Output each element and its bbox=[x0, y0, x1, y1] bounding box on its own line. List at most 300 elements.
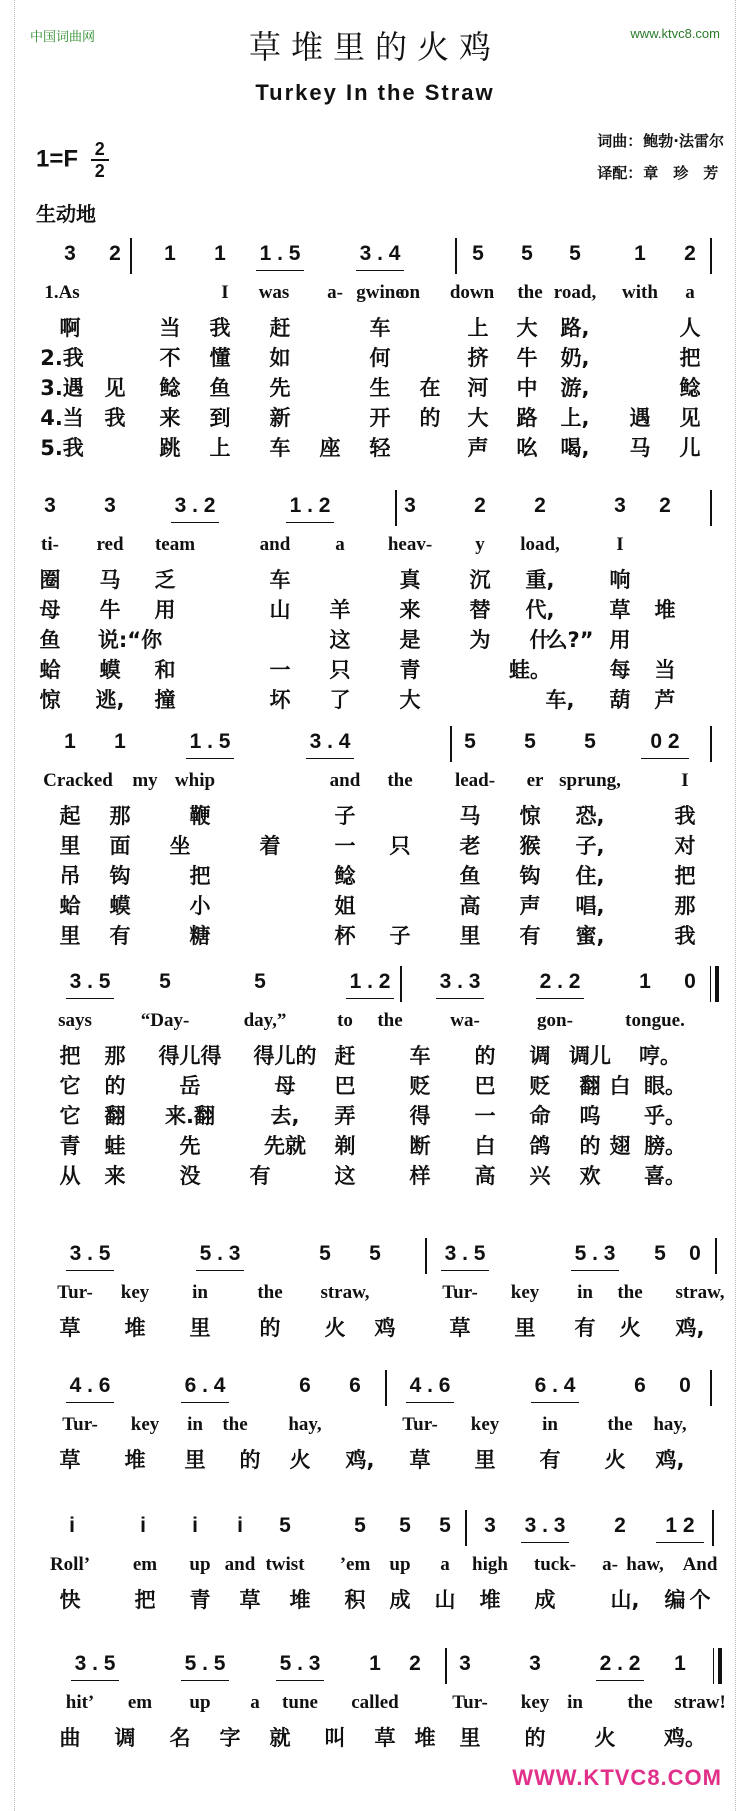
lyric-syllable: I bbox=[221, 282, 229, 303]
lyric-syllable: 鸡, bbox=[655, 1448, 685, 1472]
lyric-syllable: 乎。 bbox=[644, 1104, 686, 1128]
lyric-line bbox=[0, 432, 750, 462]
lyric-syllable: 堆 bbox=[124, 1448, 146, 1472]
note: 3 bbox=[459, 1652, 471, 1675]
watermark-left: 中国词曲网 bbox=[30, 30, 96, 45]
lyric-line bbox=[0, 1010, 750, 1040]
note: 0 bbox=[689, 1242, 701, 1265]
note: 1 bbox=[369, 1652, 381, 1675]
lyric-line bbox=[0, 1282, 750, 1312]
lyric-syllable: 的 bbox=[239, 1448, 261, 1472]
lyric-syllable: 鲶 bbox=[159, 376, 181, 400]
note: 3 . 5 bbox=[74, 1652, 116, 1675]
lyric-syllable: 的 bbox=[524, 1726, 546, 1750]
beam-underline bbox=[441, 1270, 489, 1271]
note: i bbox=[192, 1514, 198, 1537]
lyric-syllable: 白 bbox=[609, 1074, 631, 1098]
lyric-syllable: 鱼 bbox=[459, 864, 481, 888]
lyric-syllable: 替 bbox=[469, 598, 491, 622]
note: 5 bbox=[369, 1242, 381, 1265]
lyric-syllable: em bbox=[127, 1692, 153, 1713]
lyric-syllable: I bbox=[681, 770, 689, 791]
lyric-syllable: 那 bbox=[674, 894, 696, 918]
lyric-syllable: sprung, bbox=[559, 770, 621, 791]
lyric-syllable: 乏 bbox=[154, 568, 176, 592]
lyric-syllable: 翻 bbox=[579, 1074, 601, 1098]
lyric-syllable: 高 bbox=[474, 1164, 496, 1188]
lyric-syllable: 剃 bbox=[334, 1134, 356, 1158]
note: 3 bbox=[104, 494, 116, 517]
lyric-syllable: the bbox=[627, 1692, 653, 1713]
lyric-syllable: and bbox=[224, 1554, 256, 1575]
note: 3 . 2 bbox=[174, 494, 216, 517]
note: 4 . 6 bbox=[69, 1374, 111, 1397]
beam-underline bbox=[286, 522, 334, 523]
lyric-syllable: in bbox=[192, 1282, 208, 1303]
lyric-syllable: 当 bbox=[159, 316, 181, 340]
note: 5 bbox=[654, 1242, 666, 1265]
lyric-syllable: 上 bbox=[209, 436, 231, 460]
lyric-syllable: 里 bbox=[459, 924, 481, 948]
barline bbox=[710, 726, 712, 762]
lyric-syllable: 的 bbox=[579, 1134, 601, 1158]
note: 2 bbox=[109, 242, 121, 265]
lyric-syllable: 蛙 bbox=[104, 1134, 126, 1158]
lyric-line bbox=[0, 1312, 750, 1342]
time-signature bbox=[91, 140, 109, 180]
lyric-syllable: 草 bbox=[239, 1588, 261, 1612]
lyric-syllable: 青 bbox=[59, 1134, 81, 1158]
lyric-syllable: a bbox=[335, 534, 345, 555]
lyric-syllable: 钩 bbox=[519, 864, 541, 888]
lyric-syllable: a bbox=[685, 282, 695, 303]
watermark-right: www.ktvc8.com bbox=[630, 26, 720, 41]
lyric-syllable: 里 bbox=[59, 924, 81, 948]
barline bbox=[712, 1510, 714, 1546]
lyric-syllable: to bbox=[337, 1010, 353, 1031]
lyric-syllable: 挤 bbox=[467, 346, 489, 370]
lyric-syllable: 小 bbox=[189, 894, 211, 918]
lyric-syllable: 撞 bbox=[154, 688, 176, 712]
credit-label: 译配： bbox=[597, 164, 643, 182]
notation-row bbox=[0, 1510, 750, 1546]
lyric-syllable: 坐 bbox=[169, 834, 191, 858]
lyric-syllable: a bbox=[440, 1554, 450, 1575]
barline bbox=[425, 1238, 427, 1274]
lyric-line bbox=[0, 594, 750, 624]
lyric-syllable: 用 bbox=[609, 628, 631, 652]
note: 2 bbox=[684, 242, 696, 265]
note: i bbox=[69, 1514, 75, 1537]
note: i bbox=[237, 1514, 243, 1537]
lyric-syllable: 来.翻 bbox=[165, 1104, 215, 1128]
lyric-syllable: 马 bbox=[99, 568, 121, 592]
lyric-syllable: 对 bbox=[674, 834, 696, 858]
lyric-syllable: 蜜, bbox=[575, 924, 605, 948]
barline bbox=[445, 1648, 447, 1684]
note: 1 bbox=[64, 730, 76, 753]
lyric-syllable: 每 bbox=[609, 658, 631, 682]
lyric-line bbox=[0, 800, 750, 830]
lyric-syllable: ’em bbox=[339, 1554, 371, 1575]
lyric-syllable: em bbox=[132, 1554, 158, 1575]
lyric-syllable: 我 bbox=[674, 804, 696, 828]
lyric-syllable: 什 bbox=[529, 628, 551, 652]
lyric-syllable: the bbox=[257, 1282, 283, 1303]
beam-underline bbox=[641, 758, 689, 759]
lyric-syllable: 把 bbox=[679, 346, 701, 370]
lyric-syllable: 欢 bbox=[579, 1164, 601, 1188]
lyric-syllable: 的 bbox=[474, 1044, 496, 1068]
lyric-syllable: 堆 bbox=[479, 1588, 501, 1612]
lyric-syllable: 母 bbox=[274, 1074, 296, 1098]
lyric-syllable: 牛 bbox=[516, 346, 538, 370]
lyric-syllable: straw, bbox=[675, 1282, 725, 1303]
lyric-syllable: 里 bbox=[474, 1448, 496, 1472]
beam-underline bbox=[656, 1542, 704, 1543]
lyric-syllable: 火 bbox=[619, 1316, 641, 1340]
lyric-syllable: 从 bbox=[59, 1164, 81, 1188]
beam-underline bbox=[536, 998, 584, 999]
note: 3 bbox=[404, 494, 416, 517]
lyric-syllable: 青 bbox=[189, 1588, 211, 1612]
note: 3 . 3 bbox=[439, 970, 481, 993]
lyric-syllable: 鸡, bbox=[345, 1448, 375, 1472]
note: 5 bbox=[319, 1242, 331, 1265]
lyric-syllable: 车 bbox=[409, 1044, 431, 1068]
beam-underline bbox=[181, 1680, 229, 1681]
note: 2 bbox=[659, 494, 671, 517]
lyric-syllable: 车 bbox=[269, 568, 291, 592]
lyric-syllable: 喝, bbox=[560, 436, 590, 460]
lyric-syllable: 就 bbox=[269, 1726, 291, 1750]
note: 1 bbox=[214, 242, 226, 265]
barline bbox=[385, 1370, 387, 1406]
beam-underline bbox=[346, 998, 394, 999]
note: 5 bbox=[354, 1514, 366, 1537]
key-signature bbox=[36, 140, 109, 180]
lyric-syllable: And bbox=[682, 1554, 718, 1575]
lyric-syllable: 声 bbox=[467, 436, 489, 460]
note: 3 bbox=[64, 242, 76, 265]
lyric-line bbox=[0, 1100, 750, 1130]
lyric-syllable: 它 bbox=[59, 1104, 81, 1128]
lyric-syllable: the bbox=[387, 770, 413, 791]
note: 3 . 4 bbox=[359, 242, 401, 265]
lyric-syllable: 鸡 bbox=[374, 1316, 396, 1340]
barline bbox=[710, 1370, 712, 1406]
barline bbox=[710, 490, 712, 526]
lyric-syllable: 说:“你 bbox=[97, 628, 163, 652]
lyric-syllable: 堆 bbox=[289, 1588, 311, 1612]
barline bbox=[395, 490, 397, 526]
lyric-syllable: 一 bbox=[474, 1104, 496, 1128]
lyric-syllable: 名 bbox=[169, 1726, 191, 1750]
note: 5 bbox=[472, 242, 484, 265]
barline bbox=[130, 238, 132, 274]
lyric-syllable: haw, bbox=[626, 1554, 664, 1575]
lyric-syllable: 有 bbox=[249, 1164, 271, 1188]
note: 1 2 bbox=[665, 1514, 695, 1537]
lyric-syllable: 积 bbox=[344, 1588, 366, 1612]
lyric-syllable: 喜。 bbox=[644, 1164, 686, 1188]
lyric-syllable: 钩 bbox=[109, 864, 131, 888]
lyric-syllable: 成 bbox=[534, 1588, 556, 1612]
lyric-syllable: and bbox=[259, 534, 291, 555]
lyric-syllable: the bbox=[222, 1414, 248, 1435]
notation-row bbox=[0, 490, 750, 526]
note: 1 bbox=[639, 970, 651, 993]
lyric-line bbox=[0, 1554, 750, 1584]
lyric-syllable: key bbox=[510, 1282, 540, 1303]
lyric-syllable: gon- bbox=[537, 1010, 573, 1031]
lyric-syllable: 鱼 bbox=[209, 376, 231, 400]
lyric-syllable: 4.当 bbox=[40, 406, 84, 430]
lyric-syllable: y bbox=[475, 534, 485, 555]
lyric-syllable: ti- bbox=[41, 534, 59, 555]
note: 5 bbox=[254, 970, 266, 993]
note: 5 . 3 bbox=[199, 1242, 241, 1265]
lyric-syllable: key bbox=[130, 1414, 160, 1435]
lyric-syllable: 老 bbox=[459, 834, 481, 858]
lyric-syllable: 啊 bbox=[59, 316, 81, 340]
lyric-syllable: 唱, bbox=[575, 894, 605, 918]
note: 1 . 2 bbox=[349, 970, 391, 993]
note: 2 bbox=[614, 1514, 626, 1537]
note: 4 . 6 bbox=[409, 1374, 451, 1397]
lyric-syllable: 断 bbox=[409, 1134, 431, 1158]
lyric-syllable: 里 bbox=[189, 1316, 211, 1340]
lyric-syllable: 见 bbox=[104, 376, 126, 400]
lyric-syllable: 儿 bbox=[679, 436, 701, 460]
lyric-syllable: 车 bbox=[369, 316, 391, 340]
lyric-syllable: 里 bbox=[184, 1448, 206, 1472]
lyric-syllable: 兴 bbox=[529, 1164, 551, 1188]
lyric-syllable: the bbox=[517, 282, 543, 303]
lyric-syllable: 膀。 bbox=[644, 1134, 686, 1158]
note: 6 bbox=[299, 1374, 311, 1397]
lyric-syllable: 如 bbox=[269, 346, 291, 370]
beam-underline bbox=[571, 1270, 619, 1271]
lyric-syllable: 贬 bbox=[529, 1074, 551, 1098]
lyric-syllable: 草 bbox=[449, 1316, 471, 1340]
beam-underline bbox=[171, 522, 219, 523]
lyric-syllable: a- bbox=[327, 282, 343, 303]
note: 6 . 4 bbox=[534, 1374, 576, 1397]
lyric-syllable: hit’ bbox=[65, 1692, 95, 1713]
lyric-syllable: 山 bbox=[269, 598, 291, 622]
lyric-syllable: 把 bbox=[674, 864, 696, 888]
lyric-syllable: 葫 bbox=[609, 688, 631, 712]
beam-underline bbox=[436, 998, 484, 999]
lyric-syllable: 鸽 bbox=[529, 1134, 551, 1158]
note: 3 . 5 bbox=[69, 1242, 111, 1265]
lyric-syllable: “Day- bbox=[140, 1010, 190, 1031]
lyric-syllable: 见 bbox=[679, 406, 701, 430]
lyric-syllable: 当 bbox=[654, 658, 676, 682]
note: 0 bbox=[679, 1374, 691, 1397]
lyric-syllable: 字 bbox=[219, 1726, 241, 1750]
lyric-syllable: gwine bbox=[356, 282, 404, 303]
lyric-syllable: 我 bbox=[209, 316, 231, 340]
lyric-syllable: 鲶 bbox=[679, 376, 701, 400]
note: 5 bbox=[159, 970, 171, 993]
note: 3 . 5 bbox=[444, 1242, 486, 1265]
lyric-syllable: 起 bbox=[59, 804, 81, 828]
meter-bottom: 2 bbox=[94, 161, 105, 181]
lyric-line bbox=[0, 654, 750, 684]
lyric-syllable: 坏 bbox=[269, 688, 291, 712]
lyric-syllable: 翻 bbox=[104, 1104, 126, 1128]
lyric-syllable: 高 bbox=[459, 894, 481, 918]
lyric-syllable: 5.我 bbox=[40, 436, 84, 460]
lyric-syllable: road, bbox=[553, 282, 597, 303]
lyric-syllable: 大 bbox=[467, 406, 489, 430]
note: 5 bbox=[399, 1514, 411, 1537]
lyric-syllable: whip bbox=[174, 770, 216, 791]
tempo-marking: 生动地 bbox=[36, 202, 96, 226]
lyric-syllable: 牛 bbox=[99, 598, 121, 622]
lyric-syllable: 的 bbox=[259, 1316, 281, 1340]
lyric-syllable: 编 bbox=[664, 1588, 686, 1612]
lyric-syllable: 开 bbox=[369, 406, 391, 430]
credits bbox=[597, 125, 724, 189]
note: 5 bbox=[464, 730, 476, 753]
note: 1 . 5 bbox=[189, 730, 231, 753]
lyric-syllable: 草 bbox=[374, 1726, 396, 1750]
lyric-syllable: 岳 bbox=[179, 1074, 201, 1098]
lyric-line bbox=[0, 830, 750, 860]
beam-underline bbox=[181, 1402, 229, 1403]
lyric-syllable: 吆 bbox=[516, 436, 538, 460]
credit-value: 鲍勃·法雷尔 bbox=[643, 132, 724, 150]
meter-top: 2 bbox=[94, 139, 105, 159]
lyric-syllable: 翅 bbox=[609, 1134, 631, 1158]
lyric-syllable: 杯 bbox=[334, 924, 356, 948]
lyric-syllable: 是 bbox=[399, 628, 421, 652]
lyric-syllable: I bbox=[616, 534, 624, 555]
lyric-syllable: Roll’ bbox=[49, 1554, 91, 1575]
lyric-syllable: 子, bbox=[575, 834, 605, 858]
lyric-syllable: 先 bbox=[269, 376, 291, 400]
lyric-syllable: 我 bbox=[674, 924, 696, 948]
lyric-line bbox=[0, 770, 750, 800]
lyric-syllable: 那 bbox=[104, 1044, 126, 1068]
lyric-syllable: 哼。 bbox=[639, 1044, 681, 1068]
lyric-syllable: 大 bbox=[516, 316, 538, 340]
lyric-syllable: 座 bbox=[319, 436, 341, 460]
lyric-syllable: 着 bbox=[259, 834, 281, 858]
lyric-line bbox=[0, 1070, 750, 1100]
credit-value: 章 珍 芳 bbox=[643, 164, 719, 182]
lyric-syllable: 火 bbox=[289, 1448, 311, 1472]
beam-underline bbox=[66, 998, 114, 999]
lyric-syllable: 蛙。 bbox=[509, 658, 551, 682]
lyric-syllable: 轻 bbox=[369, 436, 391, 460]
lyric-syllable: 这 bbox=[329, 628, 351, 652]
beam-underline bbox=[356, 270, 404, 271]
note: 5 bbox=[521, 242, 533, 265]
note: 6 bbox=[634, 1374, 646, 1397]
lyric-line bbox=[0, 1160, 750, 1190]
beam-underline bbox=[186, 758, 234, 759]
lyric-syllable: 它 bbox=[59, 1074, 81, 1098]
note: 5 bbox=[569, 242, 581, 265]
beam-underline bbox=[71, 1680, 119, 1681]
lyric-syllable: Tur- bbox=[57, 1282, 93, 1303]
lyric-line bbox=[0, 1692, 750, 1722]
lyric-syllable: key bbox=[120, 1282, 150, 1303]
lyric-line bbox=[0, 890, 750, 920]
lyric-syllable: 里 bbox=[459, 1726, 481, 1750]
lyric-line bbox=[0, 1444, 750, 1474]
lyric-syllable: er bbox=[526, 770, 544, 791]
lyric-syllable: 何 bbox=[369, 346, 391, 370]
lyric-syllable: 只 bbox=[329, 658, 351, 682]
lyric-syllable: 人 bbox=[679, 316, 701, 340]
lyric-syllable: in bbox=[542, 1414, 558, 1435]
lyric-syllable: hay, bbox=[288, 1414, 322, 1435]
lyric-syllable: 声 bbox=[519, 894, 541, 918]
lyric-syllable: 得儿的 bbox=[253, 1044, 317, 1068]
note: 2 bbox=[534, 494, 546, 517]
lyric-syllable: 到 bbox=[209, 406, 231, 430]
lyric-syllable: 面 bbox=[109, 834, 131, 858]
lyric-syllable: up bbox=[389, 1554, 411, 1575]
lyric-line bbox=[0, 564, 750, 594]
lyric-syllable: 蟆 bbox=[109, 894, 131, 918]
lyric-syllable: 了 bbox=[329, 688, 351, 712]
beam-underline bbox=[531, 1402, 579, 1403]
lyric-line bbox=[0, 1722, 750, 1752]
lyric-line bbox=[0, 372, 750, 402]
lyric-syllable: 鱼 bbox=[39, 628, 61, 652]
lyric-syllable: on bbox=[399, 282, 421, 303]
notation-row bbox=[0, 1370, 750, 1406]
lyric-syllable: 青 bbox=[399, 658, 421, 682]
note: 5 . 3 bbox=[279, 1652, 321, 1675]
lyric-syllable: 个 bbox=[689, 1588, 711, 1612]
lyric-syllable: tuck- bbox=[533, 1554, 577, 1575]
lyric-syllable: straw! bbox=[674, 1692, 726, 1713]
lyric-syllable: twist bbox=[265, 1554, 305, 1575]
lyric-syllable: the bbox=[377, 1010, 403, 1031]
lyric-syllable: 圈 bbox=[39, 568, 61, 592]
lyric-syllable: 这 bbox=[334, 1164, 356, 1188]
lyric-syllable: 芦 bbox=[654, 688, 676, 712]
lyric-syllable: 鸡。 bbox=[664, 1726, 706, 1750]
lyric-line bbox=[0, 920, 750, 950]
note: 1 . 5 bbox=[259, 242, 301, 265]
lyric-syllable: 蟆 bbox=[99, 658, 121, 682]
lyric-syllable: 山, bbox=[610, 1588, 640, 1612]
notation-row bbox=[0, 1238, 750, 1274]
lyric-syllable: 河 bbox=[467, 376, 489, 400]
lyric-line bbox=[0, 1040, 750, 1070]
lyric-syllable: 里 bbox=[514, 1316, 536, 1340]
lyric-syllable: key bbox=[520, 1692, 550, 1713]
beam-underline bbox=[256, 270, 304, 271]
lyric-syllable: 赶 bbox=[269, 316, 291, 340]
lyric-syllable: 曲 bbox=[59, 1726, 81, 1750]
note: 5 bbox=[439, 1514, 451, 1537]
lyric-syllable: 山 bbox=[434, 1588, 456, 1612]
lyric-syllable: 跳 bbox=[159, 436, 181, 460]
lyric-syllable: 堆 bbox=[654, 598, 676, 622]
lyric-syllable: 鸡, bbox=[675, 1316, 705, 1340]
credit-row-lyrics bbox=[597, 125, 724, 157]
notation-row bbox=[0, 726, 750, 762]
